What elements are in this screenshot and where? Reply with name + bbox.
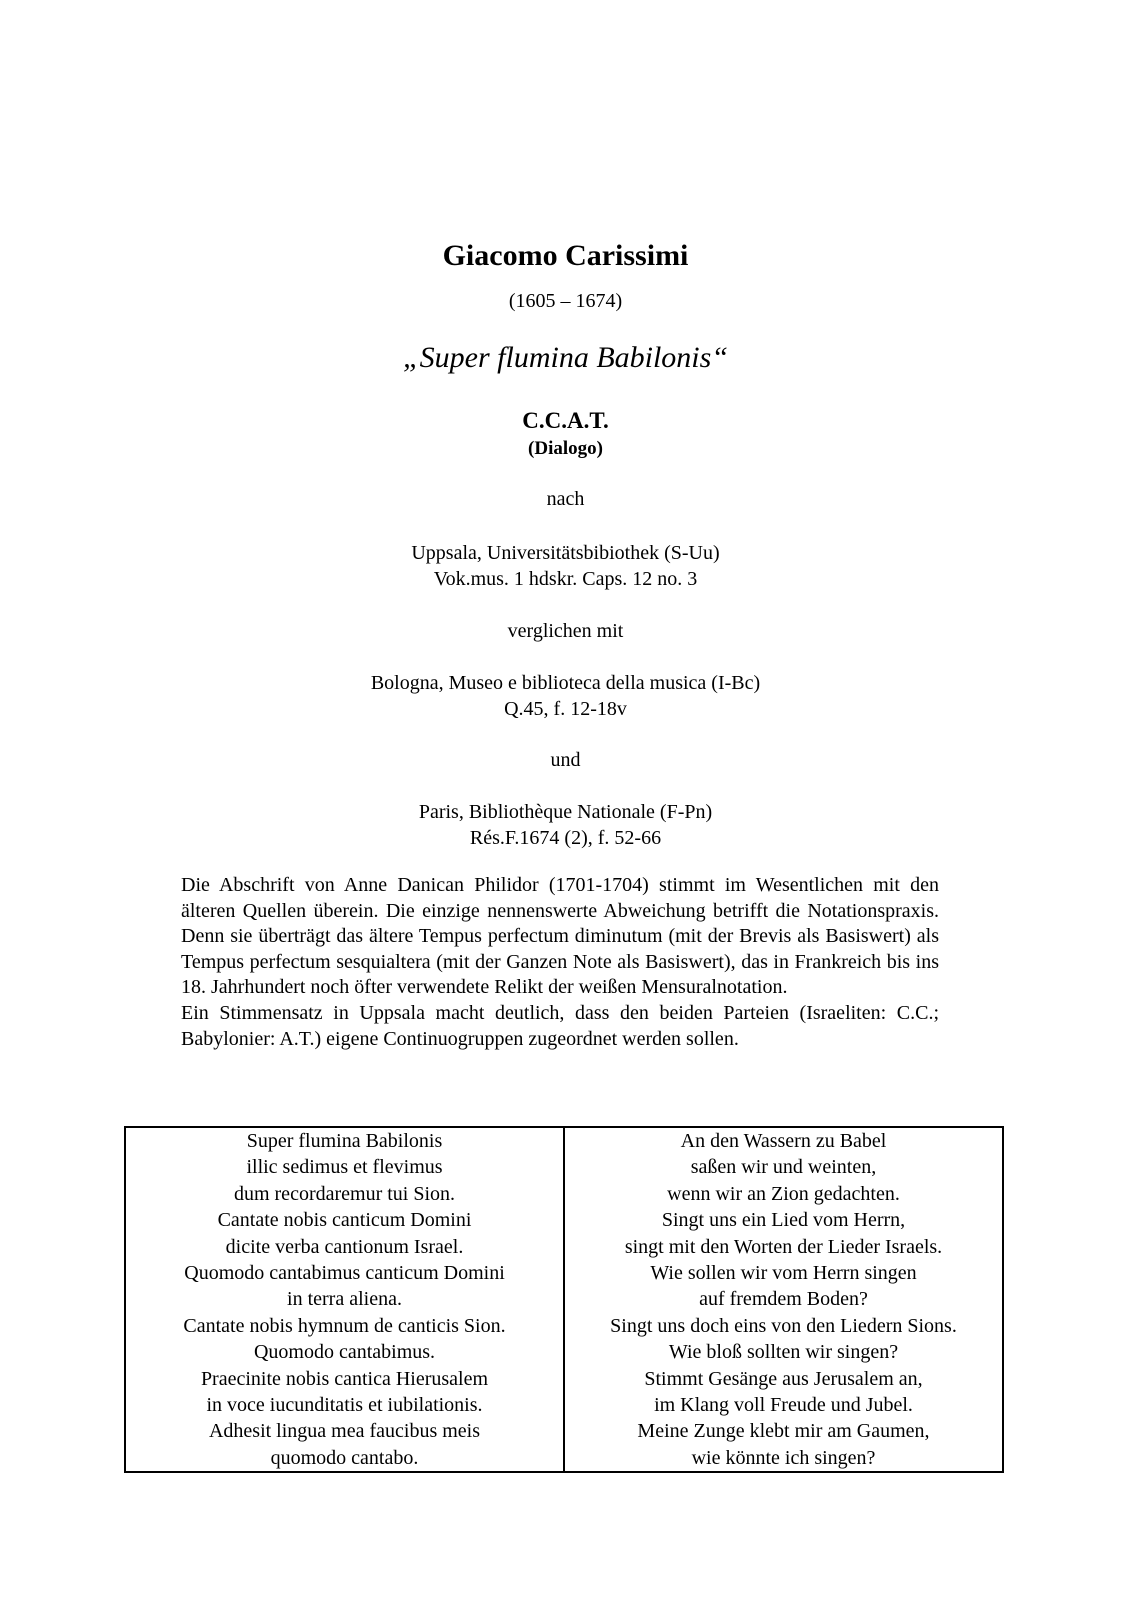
secondary-source-shelfmark: Q.45, f. 12-18v <box>504 698 627 720</box>
latin-verse: illic sedimus et flevimus <box>246 1156 443 1179</box>
latin-verse: in voce iucunditatis et iubilationis. <box>206 1394 483 1417</box>
work-title: „Super flumina Babilonis“ <box>402 341 729 374</box>
latin-verse: quomodo cantabo. <box>270 1446 419 1469</box>
german-verse: auf fremdem Boden? <box>699 1288 868 1311</box>
german-verse: An den Wassern zu Babel <box>680 1130 887 1152</box>
compared-label: verglichen mit <box>507 620 624 642</box>
latin-verse: Adhesit lingua mea faucibus meis <box>208 1420 481 1443</box>
german-verse: singt mit den Worten der Lieder Israels. <box>624 1235 943 1258</box>
voicing: C.C.A.T. <box>522 408 609 433</box>
notes-paragraph: Ein Stimmensatz in Uppsala macht deutlich, dass den beiden Parteien (Israeliten: C.C.; Babylonier: A.T.) eigene Continuogruppen zugeordnet werden sollen. <box>181 1001 939 1050</box>
genre: (Dialogo) <box>528 438 603 459</box>
composer-dates: (1605 – 1674) <box>508 290 623 312</box>
tertiary-source-shelfmark: Rés.F.1674 (2), f. 52-66 <box>469 827 662 849</box>
german-verse: wenn wir an Zion gedachten. <box>667 1182 900 1205</box>
latin-verse: Quomodo cantabimus. <box>253 1341 436 1364</box>
latin-verse: Cantate nobis hymnum de canticis Sion. <box>183 1314 506 1337</box>
after-label: nach <box>546 488 585 510</box>
latin-verse: Super flumina Babilonis <box>246 1130 443 1152</box>
latin-verse: dicite verba cantionum Israel. <box>225 1235 464 1258</box>
german-verse: Singt uns ein Lied vom Herrn, <box>661 1209 906 1232</box>
german-verse: Wie sollen wir vom Herrn singen <box>650 1262 917 1285</box>
text-translation-table <box>124 1126 1004 1473</box>
editorial-notes <box>181 873 939 1052</box>
table-row <box>125 1127 1003 1472</box>
german-verse: saßen wir und weinten, <box>690 1156 877 1179</box>
german-verse: wie könnte ich singen? <box>691 1446 876 1469</box>
german-verse: Wie bloß sollten wir singen? <box>668 1341 899 1364</box>
german-verse: Stimmt Gesänge aus Jerusalem an, <box>644 1367 923 1390</box>
latin-verse: in terra aliena. <box>287 1288 402 1311</box>
tertiary-source-library: Paris, Bibliothèque Nationale (F-Pn) <box>418 801 713 823</box>
and-label: und <box>550 749 581 771</box>
german-translation-column <box>564 1127 1003 1472</box>
german-verse: im Klang voll Freude und Jubel. <box>654 1394 913 1417</box>
composer-name: Giacomo Carissimi <box>442 239 689 272</box>
primary-source-shelfmark: Vok.mus. 1 hdskr. Caps. 12 no. 3 <box>433 568 698 590</box>
secondary-source-library: Bologna, Museo e biblioteca della musica (I-Bc) <box>370 672 761 694</box>
latin-verse: dum recordaremur tui Sion. <box>233 1182 456 1205</box>
latin-verse: Praecinite nobis cantica Hierusalem <box>200 1367 489 1390</box>
primary-source-library: Uppsala, Universitätsbibiothek (S-Uu) <box>411 542 720 564</box>
latin-verse: Quomodo cantabimus canticum Domini <box>184 1262 505 1285</box>
german-verse: Meine Zunge klebt mir am Gaumen, <box>637 1420 930 1443</box>
notes-paragraph: Die Abschrift von Anne Danican Philidor (1701-1704) stimmt im Wesentlichen mit den älteren Quellen überein. Die einzige nennenswerte Abweichung betrifft die Notationspraxis. Denn sie überträgt das ältere Tempus perfectum diminutum (mit der Brevis als Basiswert) als Tempus perfectum sesquialtera (mit der Ganzen Note als Basiswert), das in Frankreich bis ins 18. Jahrhundert noch öfter verwendete Relikt der weißen Mensuralnotation. <box>181 874 939 999</box>
german-verse: Singt uns doch eins von den Liedern Sions. <box>610 1314 957 1337</box>
latin-text-column <box>125 1127 564 1472</box>
latin-verse: Cantate nobis canticum Domini <box>217 1209 472 1232</box>
